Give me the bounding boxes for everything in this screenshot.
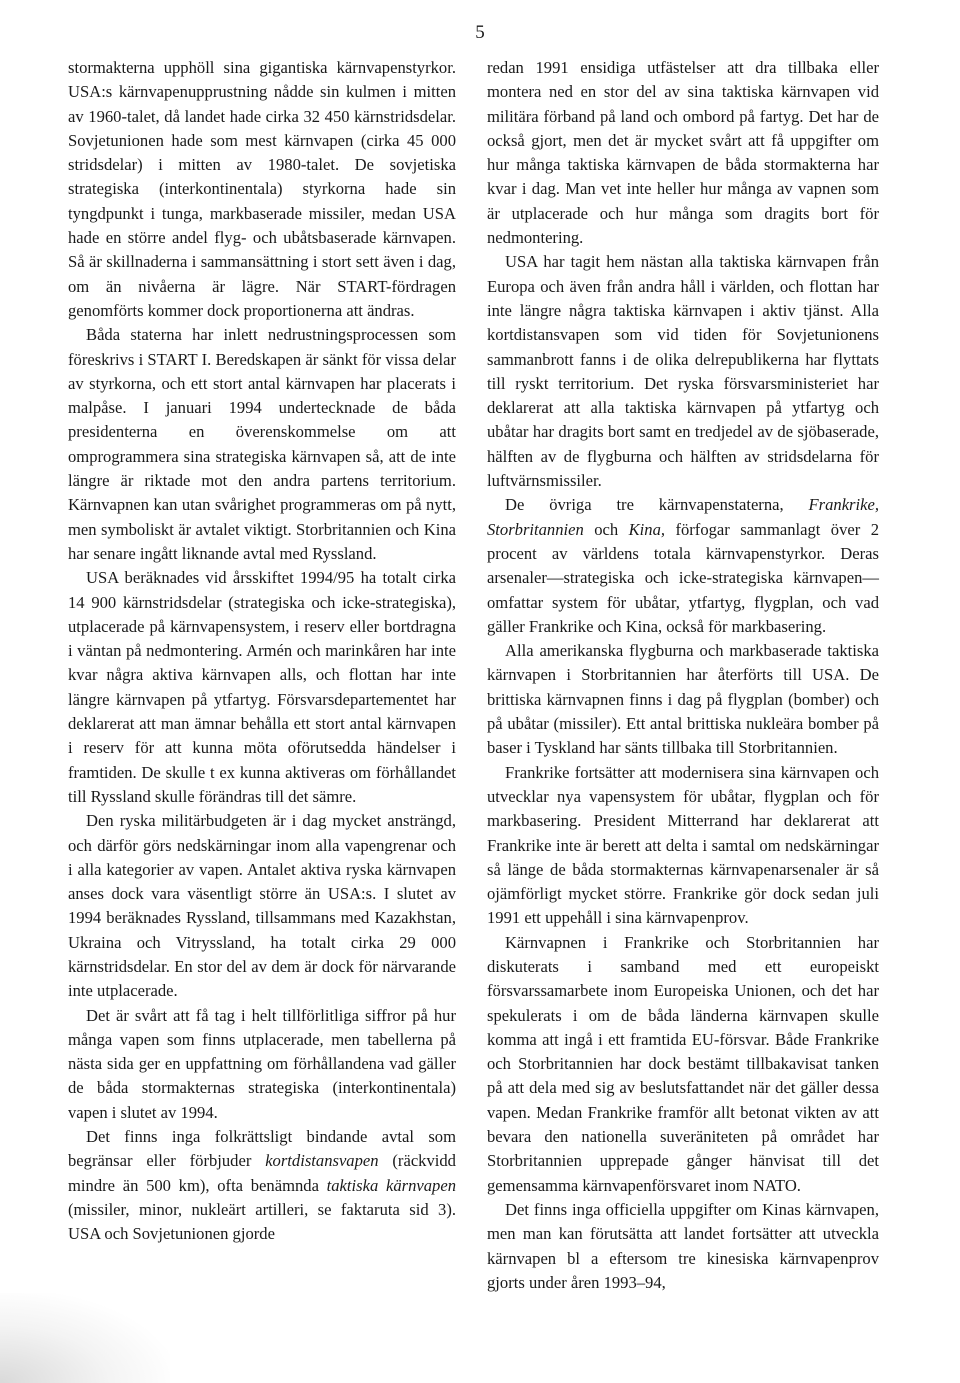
paragraph <box>487 250 879 493</box>
paragraph-text: Alla amerikanska flygburna och markbaserade taktiska kärnvapen i Storbritannien har återförts till USA. De brittiska kärnvapnen finns i dag på flygplan (bomber) och på ubåtar (missiler). Ett antal brittiska nukleära bomber på baser i Tyskland har sänts tillbaka till Storbritannien. <box>487 641 879 758</box>
italic-text: taktiska kärnvapen <box>326 1175 456 1195</box>
paragraph-text: stormakterna upphöll sina gigantiska kärnvapenstyrkor. USA:s kärnvapenupprustning nådde sin kulmen i mitten av 1960-talet, då landet hade cirka 32 450 kärnstridsdelar. Sovjetunionen hade som mest kärnvapen (cirka 45 000 stridsdelar) i mitten av 1980-talet. De sovjetiska strategiska (interkontinentala) styrkorna hade sin tyngdpunkt i tunga, markbaserade missiler, medan USA hade en större andel flyg- och ubåtsbaserade kärnvapen. Så är skillnaderna i sammansättning i stort sett även i dag, om än nivåerna är lägre. När START-fördragen genomförts kommer dock proportionerna att ändras. <box>68 58 456 320</box>
paragraph-text: Det finns inga officiella uppgifter om Kinas kärnvapen, men man kan förutsätta att landet fortsätter att utveckla kärnvapen bl a eftersom tre kinesiska kärnvapenprov gjorts under åren 1993–94, <box>487 1199 879 1292</box>
paragraph-text: Den ryska militärbudgeten är i dag mycket ansträngd, och därför görs nedskärningar inom alla vapengrenar och i alla kategorier av vapen. Antalet aktiva ryska kärnvapen anses dock vara väsentligt större än USA:s. I slutet av 1994 beräknades Ryssland, tillsammans med Kazakhstan, Ukraina och Vitryssland, ha totalt cirka 29 000 kärnstridsdelar. En stor del av dem är dock för närvarande inte utplacerade. <box>68 811 456 1001</box>
paragraph-text: (missiler, minor, nukleärt artilleri, se faktaruta sid 3). USA och Sovjetunionen gjorde <box>68 1199 456 1244</box>
page-number: 5 <box>475 22 485 43</box>
paragraph <box>68 1125 456 1246</box>
italic-text: Kina, <box>628 519 666 539</box>
paragraph-text: redan 1991 ensidiga utfästelser att dra tillbaka eller montera ned en stor del av sina taktiska kärnvapen vid militära förband på land och ombord på fartyg. Det har de också gjort, men det är mycket svårt att få uppgifter om hur många taktiska kärnvapen de båda stormakterna har kvar i dag. Man vet inte heller hur många av vapnen som är utplacerade och hur många som dragits bort för nedmontering. <box>487 58 879 248</box>
paragraph <box>68 566 456 809</box>
paragraph <box>487 493 879 639</box>
paragraph-text: Båda staterna har inlett nedrustningsprocessen som föreskrivs i START I. Beredskapen är sänkt för vissa delar av styrkorna, och ett stort antal kärnvapen har placerats i malpåse. I januari 1994 undertecknade de båda presidenterna en överenskommelse om att omprogrammera sina strategiska kärnvapen så, att de inte längre är riktade mot den andra partens territorium. Kärnvapnen kan utan svårighet programmeras om på nytt, men symboliskt är avtalet viktigt. Storbritannien och Kina har senare ingått liknande avtal med Ryssland. <box>68 325 456 563</box>
left-column <box>68 56 456 1247</box>
paragraph <box>68 323 456 566</box>
paragraph-text: Det finns inga folkrättsligt bindande avtal som begränsar eller förbjuder <box>68 1127 456 1171</box>
paragraph <box>68 1004 456 1125</box>
paragraph <box>487 56 879 250</box>
paragraph-text: USA har tagit hem nästan alla taktiska kärnvapen från Europa och även från andra håll i världen, och flottan har inte längre några taktiska kärnvapen i aktiv tjänst. Alla kortdistansvapen som vid tiden för Sovjetunionens sammanbrott fanns i de olika delrepublikerna har flyttats till ryskt territorium. Det ryska försvarsministeriet har deklarerat att alla taktiska kärnvapen på ytfartyg och ubåtar har dragits bort samt en tredjedel av de sjöbaserade, hälften av de flygburna och hälften av stridsdelarna för luftvärnsmissiler. <box>487 252 879 491</box>
paragraph <box>68 809 456 1003</box>
paragraph-text: förfogar sammanlagt över 2 procent av världens totala kärnvapenstyrkor. Deras arsenaler—strategiska och icke-strategiska kärnvapen—omfattar system för ubåtar, ytfartyg, flygplan, och vad gäller Frankrike och Kina, också för markbasering. <box>487 519 879 636</box>
paragraph-text: (räckvidd mindre än 500 km), ofta benämnda <box>68 1151 456 1195</box>
italic-text: Frankrike, Storbritannien <box>487 495 879 539</box>
paragraph-text: De övriga tre kärnvapenstaterna, <box>505 495 809 515</box>
paragraph <box>487 931 879 1198</box>
paragraph <box>487 1198 879 1295</box>
paragraph-text: Kärnvapnen i Frankrike och Storbritannien har diskuterats i samband med ett europeiskt försvarssamarbete inom Europeiska Unionen, och det har spekulerats i om de båda länderna kärnvapen skulle komma att ingå i ett framtida EU-försvar. Både Frankrike och Storbritannien har dock bestämt tillbakavisat tanken på att dela med sig av beslutsfattandet när det gäller dessa vapen. Medan Frankrike framför allt betonat vikten av att bevara den nationella suveräniteten på området har Storbritannien upprepade gånger hänvisat till det gemensamma kärnvapenförsvaret inom NATO. <box>487 932 879 1195</box>
paragraph-text: Frankrike fortsätter att modernisera sina kärnvapen och utvecklar nya vapensystem för ubåtar, flygplan och för markbasering. President Mitterrand har deklarerat att Frankrike inte är berett att delta i samtal om nedskärningar så länge de båda stormakternas kärnvapenarsenaler är så ojämförligt mycket större. Frankrike gör dock sedan juli 1991 ett uppehåll i sina kärnvapenprov. <box>487 762 879 928</box>
paragraph-text: Det är svårt att få tag i helt tillförlitliga siffror på hur många vapen som finns utplacerade, men tabellerna på nästa sida ger en uppfattning om förhållandena vad gäller de båda stormakternas strategiska (interkontinentala) vapen i slutet av 1994. <box>68 1005 456 1122</box>
paragraph <box>68 56 456 323</box>
paragraph <box>487 639 879 760</box>
right-column <box>487 56 879 1295</box>
paragraph-text: och <box>583 519 629 539</box>
scan-artifact <box>0 1293 170 1383</box>
italic-text: kortdistansvapen <box>265 1151 379 1171</box>
paragraph-text: USA beräknades vid årsskiftet 1994/95 ha totalt cirka 14 900 kärnstridsdelar (strategiska och icke-strategiska), utplacerade på kärnvapensystem, i reserv eller bortdragna i väntan på nedmontering. Armén och marinkåren har inte kvar några aktiva kärnvapen alls, och flottan har inte längre kärnvapen på ytfartyg. Försvarsdepartementet har deklarerat att man ämnar behålla ett stort antal kärnvapen i reserv för att kunna möta oförutsedda händelser i framtiden. De skulle t ex kunna aktiveras om förhållandet till Ryssland skulle förändras till det sämre. <box>68 568 456 806</box>
paragraph <box>487 761 879 931</box>
